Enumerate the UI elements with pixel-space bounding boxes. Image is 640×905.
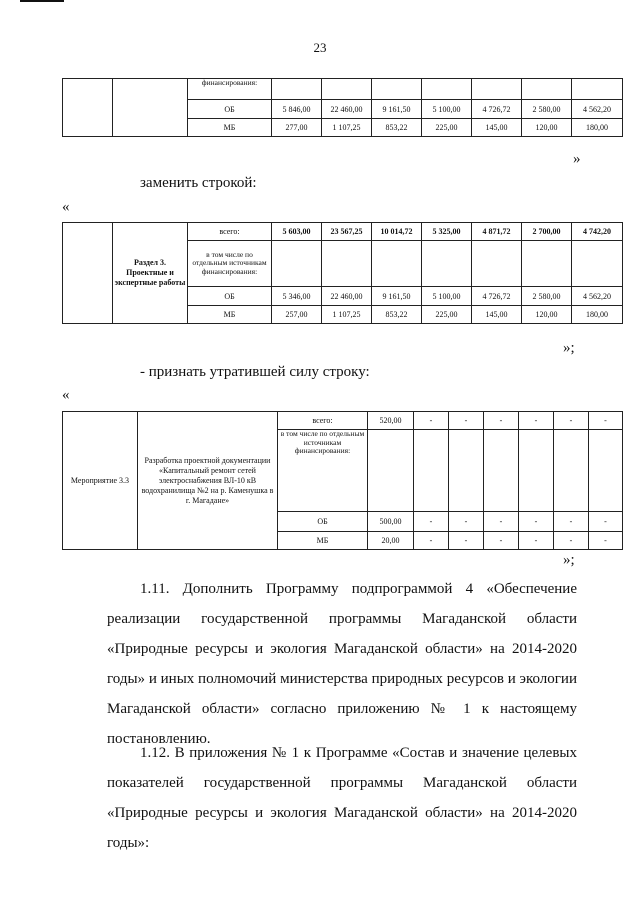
dash-cell: -: [484, 412, 519, 430]
value-cell: 145,00: [472, 119, 522, 137]
sources-label: в том числе по отдельным источникам финансирования:: [278, 430, 368, 512]
row-label: всего:: [188, 223, 272, 241]
dash-cell: -: [449, 512, 484, 532]
row-label: МБ: [278, 532, 368, 550]
dash-cell: -: [589, 512, 623, 532]
value-cell: 853,22: [372, 119, 422, 137]
replace-instruction: заменить строкой:: [140, 175, 257, 191]
dash-cell: -: [554, 532, 589, 550]
value-cell: 180,00: [572, 306, 623, 324]
value-cell: 2 580,00: [522, 100, 572, 119]
row-label: МБ: [188, 119, 272, 137]
dash-cell: -: [414, 532, 449, 550]
value-cell: 4 562,20: [572, 287, 623, 306]
dash-cell: -: [414, 412, 449, 430]
invalid-instruction: - признать утратившей силу строку:: [140, 364, 370, 380]
value-cell: 4 562,20: [572, 100, 623, 119]
dash-cell: -: [414, 512, 449, 532]
value-cell: 520,00: [368, 412, 414, 430]
table-row: [63, 223, 623, 241]
top-rule: [20, 0, 64, 2]
empty-cell: [63, 79, 113, 137]
dash-cell: -: [589, 532, 623, 550]
value-cell: 120,00: [522, 306, 572, 324]
value-cell: 4 742,20: [572, 223, 623, 241]
dash-cell: -: [484, 512, 519, 532]
dash-cell: -: [449, 412, 484, 430]
value-cell: 20,00: [368, 532, 414, 550]
table-fragment-1: [62, 78, 623, 137]
value-cell: 853,22: [372, 306, 422, 324]
value-cell: 145,00: [472, 306, 522, 324]
text-line: годы»:: [107, 835, 150, 851]
section-title: Раздел 3. Проектные и экспертные работы: [113, 223, 188, 324]
value-cell: 2 700,00: [522, 223, 572, 241]
closing-quote: »;: [563, 552, 575, 568]
row-label: всего:: [278, 412, 368, 430]
dash-cell: -: [519, 412, 554, 430]
text-line: постановлению.: [107, 731, 211, 747]
text-line: 1.11. Дополнить Программу подпрограммой 4 «Обеспечение: [140, 581, 577, 597]
value-cell: 9 161,50: [372, 287, 422, 306]
value-cell: 4 726,72: [472, 287, 522, 306]
row-label: ОБ: [188, 100, 272, 119]
row-label: МБ: [188, 306, 272, 324]
value-cell: 500,00: [368, 512, 414, 532]
dash-cell: -: [519, 512, 554, 532]
dash-cell: -: [554, 512, 589, 532]
value-cell: 4 726,72: [472, 100, 522, 119]
value-cell: 277,00: [272, 119, 322, 137]
value-cell: 225,00: [422, 306, 472, 324]
value-cell: 120,00: [522, 119, 572, 137]
value-cell: 5 846,00: [272, 100, 322, 119]
event-name: Мероприятие 3.3: [63, 412, 138, 550]
event-description: Разработка проектной документации «Капитальный ремонт сетей электроснабжения ВЛ-10 кВ водохранилища №2 на р. Каменушка в г. Магадане»: [138, 412, 278, 550]
opening-quote: «: [62, 199, 70, 215]
sources-label: финансирования:: [188, 79, 272, 100]
opening-quote: «: [62, 387, 70, 403]
row-label: ОБ: [188, 287, 272, 306]
value-cell: 2 580,00: [522, 287, 572, 306]
text-line: «Природные ресурсы и экология Магаданской области» на 2014-2020: [107, 805, 577, 821]
value-cell: 1 107,25: [322, 306, 372, 324]
closing-quote: »;: [563, 340, 575, 356]
value-cell: 22 460,00: [322, 287, 372, 306]
value-cell: 9 161,50: [372, 100, 422, 119]
text-line: 1.12. В приложения № 1 к Программе «Состав и значение целевых: [140, 745, 577, 761]
dash-cell: -: [484, 532, 519, 550]
empty-cell: [113, 79, 188, 137]
closing-quote: »: [573, 151, 581, 167]
paragraph-1-11: [107, 574, 577, 754]
value-cell: 5 346,00: [272, 287, 322, 306]
value-cell: 257,00: [272, 306, 322, 324]
dash-cell: -: [519, 532, 554, 550]
value-cell: 10 014,72: [372, 223, 422, 241]
value-cell: 5 325,00: [422, 223, 472, 241]
row-label: ОБ: [278, 512, 368, 532]
value-cell: 5 100,00: [422, 287, 472, 306]
value-cell: 5 100,00: [422, 100, 472, 119]
text-line: Магаданской области» согласно приложению № 1 к настоящему: [107, 701, 577, 717]
value-cell: 22 460,00: [322, 100, 372, 119]
dash-cell: -: [449, 532, 484, 550]
value-cell: 225,00: [422, 119, 472, 137]
value-cell: 1 107,25: [322, 119, 372, 137]
value-cell: 23 567,25: [322, 223, 372, 241]
text-line: годы» и иных полномочий министерства природных ресурсов и экологии: [107, 671, 577, 687]
text-line: реализации государственной программы Магаданской области: [107, 611, 577, 627]
table-invalidated: [62, 411, 623, 550]
empty-cell: [63, 223, 113, 324]
table-replacement: [62, 222, 623, 324]
value-cell: 4 871,72: [472, 223, 522, 241]
value-cell: 5 603,00: [272, 223, 322, 241]
dash-cell: -: [589, 412, 623, 430]
value-cell: 180,00: [572, 119, 623, 137]
sources-label: в том числе по отдельным источникам финансирования:: [188, 241, 272, 287]
text-line: «Природные ресурсы и экология Магаданской области» на 2014-2020: [107, 641, 577, 657]
dash-cell: -: [554, 412, 589, 430]
paragraph-1-12: [107, 738, 577, 858]
table-row: [63, 412, 623, 430]
text-line: показателей государственной программы Магаданской области: [107, 775, 577, 791]
page-number: 23: [313, 40, 327, 55]
